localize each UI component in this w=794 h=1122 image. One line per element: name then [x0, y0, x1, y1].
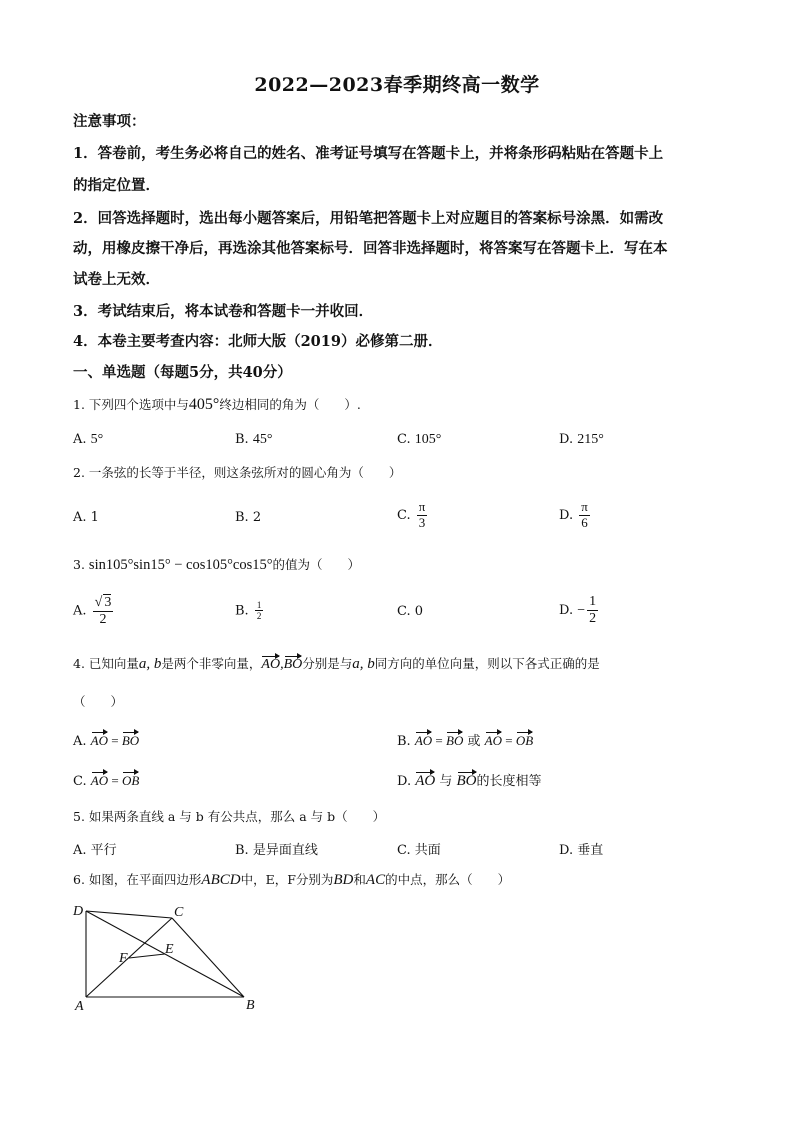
question-1	[73, 395, 361, 414]
q5-option-b[interactable]: B. 是异面直线	[235, 843, 318, 858]
question-4-paren: （ ）	[73, 694, 124, 709]
q3-b-fraction: $\frac{1}{2}$	[256, 600, 262, 622]
question-4: 4. 已知向量a, b是两个非零向量，AO,BO分别是与a, b同方向的单位向量，则以下各式正确的是	[73, 656, 600, 672]
q3-option-a[interactable]: A. $\frac{√ 3}{2}$	[73, 595, 112, 628]
q3-option-d[interactable]: D. − $\frac{1}{2}$	[559, 594, 597, 627]
note-2c: 试卷上无效．	[73, 271, 160, 288]
q1-option-d[interactable]: D. 215°	[559, 432, 604, 447]
label-c: C	[174, 905, 184, 920]
label-e: E	[165, 942, 174, 957]
q3-a-fraction: $\frac{√ 3}{2}$	[94, 595, 112, 628]
question-3: 3. sin105°sin15° − cos105°cos15°的值为（ ）	[73, 557, 361, 573]
segment-fe	[129, 954, 165, 958]
question-5: 5. 如果两条直线 a 与 b 有公共点，那么 a 与 b（ ）	[73, 809, 386, 824]
q2-option-d[interactable]: D. $\frac{\pi}{6}$	[559, 499, 588, 530]
q3-option-c[interactable]: C. 0	[397, 604, 424, 619]
label-d: D	[73, 904, 84, 919]
label-b: B	[246, 998, 255, 1013]
q2-c-fraction: $\frac{\pi}{3}$	[418, 499, 426, 530]
q3-d-fraction: $\frac{1}{2}$	[589, 594, 597, 627]
q2-option-b[interactable]: B. 2	[235, 510, 262, 525]
q1-option-b[interactable]: B. 45°	[235, 432, 273, 447]
q5-option-c[interactable]: C. 共面	[397, 843, 441, 858]
q5-option-a[interactable]: A. 平行	[73, 843, 117, 858]
q3-option-b[interactable]: B. $\frac{1}{2}$	[235, 600, 262, 622]
label-a: A	[75, 999, 84, 1014]
q4-option-a[interactable]: A. AO = BO	[73, 730, 139, 749]
edge-dc	[86, 911, 172, 918]
note-3: 3．考试结束后，将本试卷和答题卡一并收回．	[73, 303, 374, 320]
edge-cb	[172, 918, 244, 997]
q2-option-c[interactable]: C. $\frac{\pi}{3}$	[397, 499, 426, 530]
q1-angle: 405°	[188, 396, 220, 413]
q3-expression: sin105°sin15° − cos105°cos15°	[88, 557, 273, 573]
q4-option-c[interactable]: C. AO = OB	[73, 770, 139, 789]
q5-option-d[interactable]: D. 垂直	[559, 843, 604, 858]
q2-option-a[interactable]: A. 1	[73, 510, 99, 525]
q1-option-a[interactable]: A. 5°	[73, 432, 104, 447]
section-heading: 一、单选题（每题5分，共40分）	[73, 364, 292, 381]
q2-d-fraction: $\frac{\pi}{6}$	[581, 499, 588, 530]
q4-option-b[interactable]: B. AO = BO 或 AO = OB	[397, 730, 533, 749]
question-2: 2. 一条弦的长等于半径，则这条弦所对的圆心角为（ ）	[73, 465, 402, 480]
q1-post: 终边相同的角为（ ）.	[219, 397, 361, 412]
label-f: F	[119, 951, 128, 966]
page-title: 2022—2023春季期终高一数学	[254, 74, 540, 96]
note-4: 4．本卷主要考查内容：北师大版（2019）必修第二册．	[73, 333, 443, 350]
q1-option-c[interactable]: C. 105°	[397, 432, 442, 447]
note-2a: 2．回答选择题时，选出每小题答案后，用铅笔把答题卡上对应题目的答案标号涂黑．如需改	[73, 210, 664, 227]
note-2b: 动，用橡皮擦干净后，再选涂其他答案标号．回答非选择题时，将答案写在答题卡上．写在本	[73, 240, 668, 257]
note-1b: 的指定位置．	[73, 177, 160, 194]
q1-pre: 1. 下列四个选项中与	[73, 397, 189, 412]
notes-heading: 注意事项：	[73, 113, 146, 130]
question-6: 6. 如图，在平面四边形ABCD中，E，F分别为BD和AC的中点，那么（ ）	[73, 872, 511, 888]
q4-option-d[interactable]: D. AO 与 BO的长度相等	[397, 770, 542, 790]
quadrilateral-figure	[66, 896, 266, 1016]
note-1a: 1．答卷前，考生务必将自己的姓名、准考证号填写在答题卡上，并将条形码粘贴在答题卡上	[73, 145, 664, 162]
